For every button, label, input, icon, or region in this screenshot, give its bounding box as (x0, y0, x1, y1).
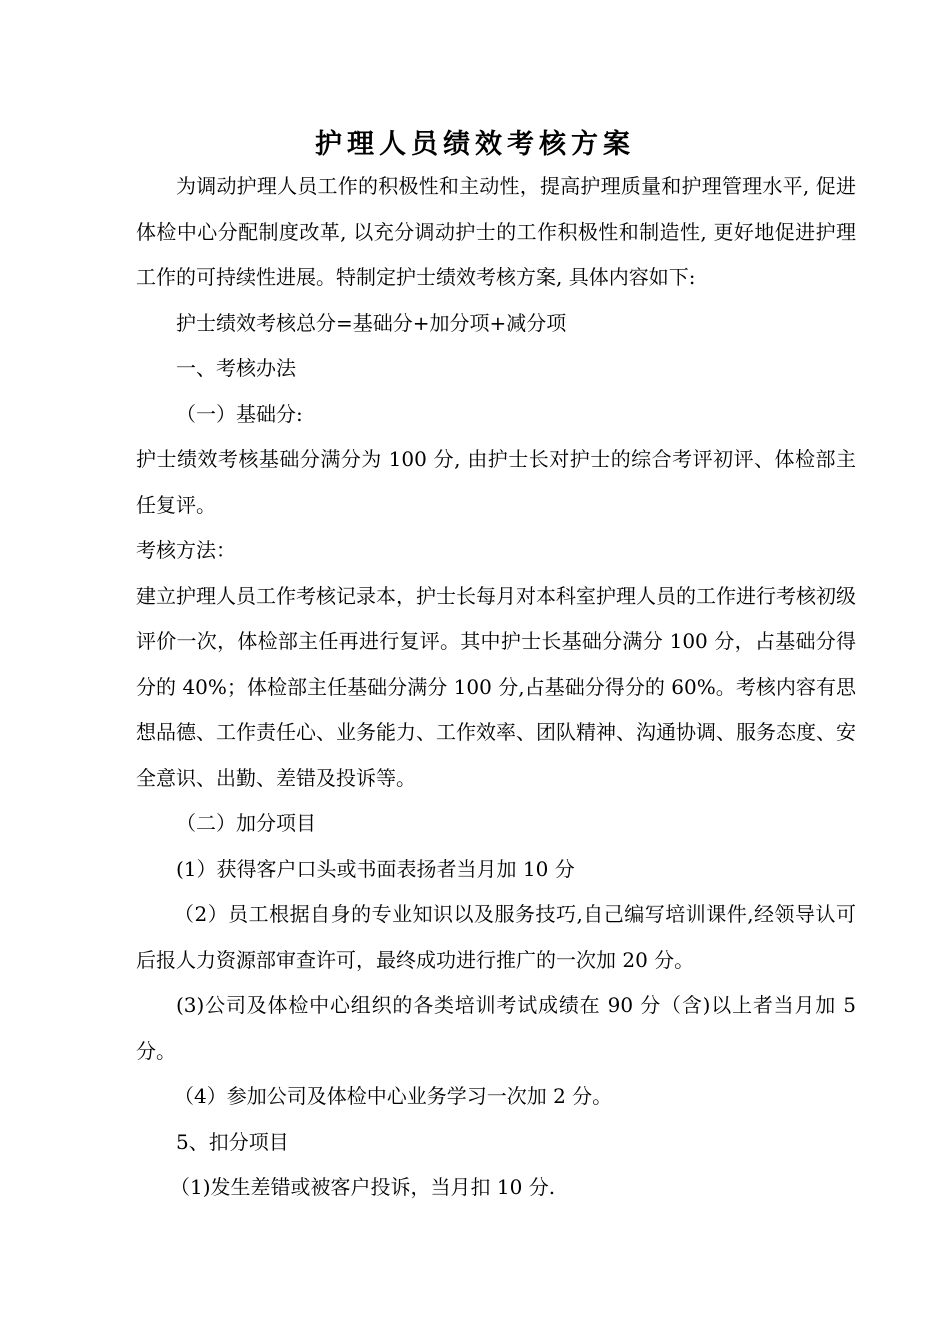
section-heading-deduction-items: 5、扣分项目 (176, 1129, 289, 1154)
document-body (136, 164, 856, 1211)
bonus-item-1: (1）获得客户口头或书面表扬者当月加 10 分 (176, 856, 575, 881)
method-paragraph: 建立护理人员工作考核记录本，护士长每月对本科室护理人员的工作进行考核初级评价一次，体检部主任再进行复评。其中护士长基础分满分 100 分，占基础分得分的 40%；体检部主任基础分满分 100 分,占基础分得分的 60%。考核内容有思想品德、工作责任心、业务能力、工作效率、团队精神、沟通协调、服务态度、安全意识、出勤、差错及投诉等。 (136, 583, 856, 790)
bonus-item-4: （4）参加公司及体检中心业务学习一次加 2 分。 (174, 1084, 613, 1108)
bonus-item-3: (3)公司及体检中心组织的各类培训考试成绩在 90 分（含)以上者当月加 5 分。 (136, 993, 856, 1063)
subsection-heading-base-score: （一）基础分: (176, 401, 303, 426)
document-title: 护理人员绩效考核方案 (315, 129, 635, 160)
section-heading-assessment-method: 一、考核办法 (176, 356, 296, 380)
intro-paragraph: 为调动护理人员工作的积极性和主动性，提高护理质量和护理管理水平, 促进体检中心分配制度改革, 以充分调动护士的工作积极性和制造性, 更好地促进护理工作的可持续性进展。特制定护士绩效考核方案, 具体内容如下: (136, 174, 856, 289)
bonus-item-2: （2）员工根据自身的专业知识以及服务技巧,自己编写培训课件,经领导认可后报人力资源部审查许可，最终成功进行推广的一次加 20 分。 (136, 902, 856, 972)
base-score-paragraph: 护士绩效考核基础分满分为 100 分, 由护士长对护士的综合考评初评、体检部主任复评。 (136, 447, 856, 517)
deduction-item-1: （1)发生差错或被客户投诉，当月扣 10 分. (170, 1175, 556, 1199)
score-formula: 护士绩效考核总分=基础分+加分项+减分项 (176, 310, 567, 335)
subsection-heading-bonus-items: （二）加分项目 (176, 811, 316, 835)
method-label: 考核方法： (136, 538, 236, 562)
